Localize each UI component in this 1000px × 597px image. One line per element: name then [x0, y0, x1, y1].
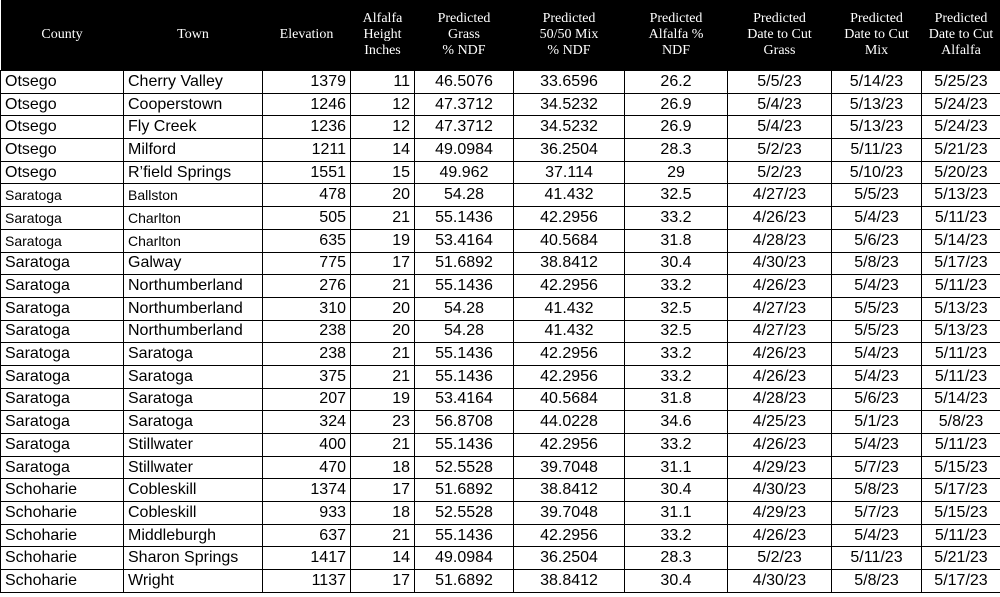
cell-alfalfa-height: 17 — [351, 479, 415, 502]
cell-county: Saratoga — [1, 456, 124, 479]
cell-date-grass: 4/26/23 — [728, 207, 832, 230]
cell-county: Saratoga — [1, 275, 124, 298]
cell-date-alfalfa: 5/13/23 — [922, 184, 1000, 207]
table-row — [1, 320, 1000, 343]
cell-alfalfa-ndf: 33.2 — [625, 365, 728, 388]
cell-elevation: 238 — [263, 343, 351, 366]
cell-date-mix: 5/8/23 — [832, 570, 922, 593]
cell-date-grass: 4/26/23 — [728, 365, 832, 388]
cell-town: Wright — [124, 570, 263, 593]
cell-mix-ndf: 40.5684 — [514, 229, 625, 252]
cell-date-grass: 4/30/23 — [728, 479, 832, 502]
cell-date-mix: 5/4/23 — [832, 207, 922, 230]
cell-alfalfa-ndf: 32.5 — [625, 297, 728, 320]
cell-elevation: 635 — [263, 229, 351, 252]
cell-alfalfa-ndf: 32.5 — [625, 320, 728, 343]
header-date-grass: Predicted Date to Cut Grass — [728, 0, 832, 71]
cell-date-grass: 5/5/23 — [728, 71, 832, 94]
cell-county: Otsego — [1, 139, 124, 162]
cell-alfalfa-height: 18 — [351, 456, 415, 479]
cell-town: Cooperstown — [124, 93, 263, 116]
table-row — [1, 479, 1000, 502]
cell-elevation: 324 — [263, 411, 351, 434]
cell-date-mix: 5/5/23 — [832, 297, 922, 320]
cell-county: Saratoga — [1, 388, 124, 411]
cell-county: Schoharie — [1, 502, 124, 525]
cell-date-grass: 4/27/23 — [728, 320, 832, 343]
cell-elevation: 1379 — [263, 71, 351, 94]
cell-grass-ndf: 52.5528 — [415, 456, 514, 479]
cell-elevation: 1137 — [263, 570, 351, 593]
cell-county: Schoharie — [1, 570, 124, 593]
cell-mix-ndf: 33.6596 — [514, 71, 625, 94]
cell-date-alfalfa: 5/21/23 — [922, 139, 1000, 162]
cell-date-mix: 5/4/23 — [832, 275, 922, 298]
cell-grass-ndf: 47.3712 — [415, 116, 514, 139]
table-body — [1, 71, 1000, 593]
cell-elevation: 1236 — [263, 116, 351, 139]
cell-date-mix: 5/4/23 — [832, 434, 922, 457]
table-row — [1, 116, 1000, 139]
cell-alfalfa-ndf: 26.2 — [625, 71, 728, 94]
table-row — [1, 71, 1000, 94]
cell-county: Saratoga — [1, 343, 124, 366]
cell-elevation: 276 — [263, 275, 351, 298]
table-row — [1, 207, 1000, 230]
cell-county: Saratoga — [1, 184, 124, 207]
table-row — [1, 93, 1000, 116]
cell-alfalfa-height: 21 — [351, 343, 415, 366]
cell-date-mix: 5/4/23 — [832, 524, 922, 547]
cell-mix-ndf: 37.114 — [514, 161, 625, 184]
cell-alfalfa-ndf: 29 — [625, 161, 728, 184]
table-row — [1, 275, 1000, 298]
cell-alfalfa-ndf: 32.5 — [625, 184, 728, 207]
header-elevation: Elevation — [263, 0, 351, 71]
cell-date-mix: 5/8/23 — [832, 252, 922, 275]
cell-date-mix: 5/7/23 — [832, 502, 922, 525]
table-row — [1, 547, 1000, 570]
header-row — [1, 0, 1000, 71]
cell-alfalfa-ndf: 33.2 — [625, 343, 728, 366]
cell-date-mix: 5/4/23 — [832, 365, 922, 388]
cell-grass-ndf: 52.5528 — [415, 502, 514, 525]
cell-elevation: 775 — [263, 252, 351, 275]
cell-grass-ndf: 54.28 — [415, 320, 514, 343]
cell-grass-ndf: 47.3712 — [415, 93, 514, 116]
cell-date-mix: 5/10/23 — [832, 161, 922, 184]
cell-alfalfa-ndf: 31.8 — [625, 229, 728, 252]
cell-date-alfalfa: 5/11/23 — [922, 524, 1000, 547]
cell-elevation: 470 — [263, 456, 351, 479]
cell-date-alfalfa: 5/17/23 — [922, 252, 1000, 275]
cell-elevation: 375 — [263, 365, 351, 388]
cell-alfalfa-height: 19 — [351, 229, 415, 252]
cell-date-grass: 4/28/23 — [728, 229, 832, 252]
cell-alfalfa-height: 20 — [351, 184, 415, 207]
cell-grass-ndf: 55.1436 — [415, 275, 514, 298]
cell-elevation: 505 — [263, 207, 351, 230]
cell-date-alfalfa: 5/11/23 — [922, 207, 1000, 230]
cell-elevation: 1374 — [263, 479, 351, 502]
cell-county: Saratoga — [1, 434, 124, 457]
cell-county: Saratoga — [1, 207, 124, 230]
cell-grass-ndf: 55.1436 — [415, 524, 514, 547]
cell-mix-ndf: 34.5232 — [514, 116, 625, 139]
cell-date-grass: 4/30/23 — [728, 570, 832, 593]
cell-alfalfa-height: 21 — [351, 365, 415, 388]
cell-elevation: 1211 — [263, 139, 351, 162]
cell-grass-ndf: 54.28 — [415, 297, 514, 320]
cell-town: Stillwater — [124, 456, 263, 479]
table-row — [1, 388, 1000, 411]
table-row — [1, 570, 1000, 593]
cell-date-alfalfa: 5/14/23 — [922, 388, 1000, 411]
cell-grass-ndf: 55.1436 — [415, 365, 514, 388]
table-row — [1, 456, 1000, 479]
cell-town: Fly Creek — [124, 116, 263, 139]
cell-alfalfa-height: 21 — [351, 524, 415, 547]
cell-alfalfa-ndf: 28.3 — [625, 139, 728, 162]
cell-alfalfa-height: 23 — [351, 411, 415, 434]
cell-alfalfa-height: 17 — [351, 252, 415, 275]
cell-alfalfa-height: 21 — [351, 275, 415, 298]
cell-alfalfa-ndf: 30.4 — [625, 252, 728, 275]
cell-date-mix: 5/6/23 — [832, 229, 922, 252]
cell-date-alfalfa: 5/25/23 — [922, 71, 1000, 94]
cell-alfalfa-height: 12 — [351, 116, 415, 139]
cell-date-grass: 5/2/23 — [728, 139, 832, 162]
cell-alfalfa-ndf: 33.2 — [625, 207, 728, 230]
cell-town: R’field Springs — [124, 161, 263, 184]
table-row — [1, 434, 1000, 457]
cell-town: Saratoga — [124, 343, 263, 366]
cell-elevation: 310 — [263, 297, 351, 320]
cell-date-alfalfa: 5/15/23 — [922, 456, 1000, 479]
cell-alfalfa-ndf: 31.1 — [625, 502, 728, 525]
cell-alfalfa-ndf: 30.4 — [625, 570, 728, 593]
cell-mix-ndf: 40.5684 — [514, 388, 625, 411]
cell-grass-ndf: 51.6892 — [415, 252, 514, 275]
header-alfalfa-height: Alfalfa Height Inches — [351, 0, 415, 71]
cell-county: Otsego — [1, 93, 124, 116]
cell-town: Saratoga — [124, 365, 263, 388]
cell-mix-ndf: 38.8412 — [514, 570, 625, 593]
table-row — [1, 184, 1000, 207]
cell-town: Sharon Springs — [124, 547, 263, 570]
cell-date-mix: 5/8/23 — [832, 479, 922, 502]
cell-date-mix: 5/14/23 — [832, 71, 922, 94]
cell-county: Saratoga — [1, 411, 124, 434]
table-row — [1, 139, 1000, 162]
cell-date-alfalfa: 5/13/23 — [922, 320, 1000, 343]
cell-grass-ndf: 53.4164 — [415, 388, 514, 411]
cell-town: Cobleskill — [124, 502, 263, 525]
cell-county: Schoharie — [1, 524, 124, 547]
cell-grass-ndf: 51.6892 — [415, 570, 514, 593]
cell-mix-ndf: 36.2504 — [514, 139, 625, 162]
cell-mix-ndf: 38.8412 — [514, 479, 625, 502]
table-row — [1, 252, 1000, 275]
header-date-mix: Predicted Date to Cut Mix — [832, 0, 922, 71]
cell-grass-ndf: 55.1436 — [415, 207, 514, 230]
cell-mix-ndf: 39.7048 — [514, 502, 625, 525]
cell-county: Saratoga — [1, 365, 124, 388]
header-mix-ndf: Predicted 50/50 Mix % NDF — [514, 0, 625, 71]
cell-date-mix: 5/13/23 — [832, 116, 922, 139]
cell-date-grass: 4/26/23 — [728, 343, 832, 366]
cell-grass-ndf: 51.6892 — [415, 479, 514, 502]
cell-date-alfalfa: 5/21/23 — [922, 547, 1000, 570]
cell-mix-ndf: 44.0228 — [514, 411, 625, 434]
cell-grass-ndf: 53.4164 — [415, 229, 514, 252]
cell-mix-ndf: 38.8412 — [514, 252, 625, 275]
cell-county: Otsego — [1, 71, 124, 94]
cell-town: Northumberland — [124, 275, 263, 298]
cell-mix-ndf: 42.2956 — [514, 207, 625, 230]
cell-elevation: 400 — [263, 434, 351, 457]
cell-mix-ndf: 41.432 — [514, 297, 625, 320]
cell-mix-ndf: 42.2956 — [514, 275, 625, 298]
table-row — [1, 502, 1000, 525]
cell-mix-ndf: 39.7048 — [514, 456, 625, 479]
cell-town: Stillwater — [124, 434, 263, 457]
header-alfalfa-ndf: Predicted Alfalfa % NDF — [625, 0, 728, 71]
cell-mix-ndf: 42.2956 — [514, 343, 625, 366]
cell-date-alfalfa: 5/17/23 — [922, 479, 1000, 502]
cell-alfalfa-ndf: 34.6 — [625, 411, 728, 434]
cell-elevation: 1551 — [263, 161, 351, 184]
cell-alfalfa-height: 21 — [351, 434, 415, 457]
cell-alfalfa-height: 20 — [351, 297, 415, 320]
table-header — [1, 0, 1000, 71]
cell-date-mix: 5/5/23 — [832, 184, 922, 207]
cell-alfalfa-height: 17 — [351, 570, 415, 593]
cell-date-mix: 5/7/23 — [832, 456, 922, 479]
cell-county: Saratoga — [1, 320, 124, 343]
cell-county: Saratoga — [1, 252, 124, 275]
cell-date-alfalfa: 5/8/23 — [922, 411, 1000, 434]
header-county: County — [1, 0, 124, 71]
cell-alfalfa-ndf: 31.1 — [625, 456, 728, 479]
cell-date-alfalfa: 5/14/23 — [922, 229, 1000, 252]
cell-alfalfa-ndf: 30.4 — [625, 479, 728, 502]
cell-date-grass: 4/29/23 — [728, 456, 832, 479]
cell-date-grass: 4/30/23 — [728, 252, 832, 275]
table-row — [1, 229, 1000, 252]
cell-mix-ndf: 42.2956 — [514, 434, 625, 457]
cell-alfalfa-height: 12 — [351, 93, 415, 116]
cell-county: Otsego — [1, 161, 124, 184]
table-row — [1, 297, 1000, 320]
cell-date-mix: 5/6/23 — [832, 388, 922, 411]
cell-town: Cobleskill — [124, 479, 263, 502]
cell-elevation: 1246 — [263, 93, 351, 116]
cell-date-grass: 4/29/23 — [728, 502, 832, 525]
cell-mix-ndf: 34.5232 — [514, 93, 625, 116]
cell-elevation: 933 — [263, 502, 351, 525]
cell-county: Otsego — [1, 116, 124, 139]
cell-mix-ndf: 41.432 — [514, 320, 625, 343]
cell-town: Saratoga — [124, 388, 263, 411]
cell-date-mix: 5/5/23 — [832, 320, 922, 343]
cell-date-mix: 5/1/23 — [832, 411, 922, 434]
header-grass-ndf: Predicted Grass % NDF — [415, 0, 514, 71]
cell-alfalfa-ndf: 33.2 — [625, 275, 728, 298]
cell-elevation: 207 — [263, 388, 351, 411]
cell-alfalfa-ndf: 26.9 — [625, 93, 728, 116]
cell-date-grass: 4/26/23 — [728, 434, 832, 457]
cell-date-grass: 4/26/23 — [728, 275, 832, 298]
table-row — [1, 365, 1000, 388]
cell-date-alfalfa: 5/15/23 — [922, 502, 1000, 525]
cell-alfalfa-height: 18 — [351, 502, 415, 525]
cell-date-alfalfa: 5/17/23 — [922, 570, 1000, 593]
cell-town: Northumberland — [124, 297, 263, 320]
header-town: Town — [124, 0, 263, 71]
cell-town: Middleburgh — [124, 524, 263, 547]
cell-date-grass: 5/2/23 — [728, 161, 832, 184]
cell-grass-ndf: 49.0984 — [415, 139, 514, 162]
cell-alfalfa-height: 14 — [351, 139, 415, 162]
cell-date-grass: 4/27/23 — [728, 184, 832, 207]
cell-date-grass: 4/28/23 — [728, 388, 832, 411]
cell-date-mix: 5/4/23 — [832, 343, 922, 366]
cell-grass-ndf: 49.962 — [415, 161, 514, 184]
table-row — [1, 411, 1000, 434]
table-row — [1, 524, 1000, 547]
cell-grass-ndf: 55.1436 — [415, 343, 514, 366]
cell-date-alfalfa: 5/24/23 — [922, 116, 1000, 139]
cell-town: Northumberland — [124, 320, 263, 343]
cell-date-alfalfa: 5/24/23 — [922, 93, 1000, 116]
cell-date-mix: 5/11/23 — [832, 547, 922, 570]
cell-county: Saratoga — [1, 297, 124, 320]
cell-town: Charlton — [124, 207, 263, 230]
table-row — [1, 161, 1000, 184]
cell-alfalfa-ndf: 26.9 — [625, 116, 728, 139]
cell-elevation: 238 — [263, 320, 351, 343]
cell-town: Ballston — [124, 184, 263, 207]
cell-date-alfalfa: 5/11/23 — [922, 275, 1000, 298]
cell-mix-ndf: 41.432 — [514, 184, 625, 207]
cell-date-alfalfa: 5/11/23 — [922, 343, 1000, 366]
cell-alfalfa-ndf: 28.3 — [625, 547, 728, 570]
cell-grass-ndf: 49.0984 — [415, 547, 514, 570]
cell-alfalfa-height: 14 — [351, 547, 415, 570]
cell-date-alfalfa: 5/13/23 — [922, 297, 1000, 320]
cell-date-grass: 4/27/23 — [728, 297, 832, 320]
cell-grass-ndf: 55.1436 — [415, 434, 514, 457]
cell-alfalfa-height: 20 — [351, 320, 415, 343]
cell-county: Saratoga — [1, 229, 124, 252]
cell-grass-ndf: 56.8708 — [415, 411, 514, 434]
cell-alfalfa-ndf: 33.2 — [625, 434, 728, 457]
cell-date-alfalfa: 5/11/23 — [922, 434, 1000, 457]
cell-town: Galway — [124, 252, 263, 275]
cell-date-alfalfa: 5/20/23 — [922, 161, 1000, 184]
cell-alfalfa-height: 21 — [351, 207, 415, 230]
cell-town: Cherry Valley — [124, 71, 263, 94]
cell-alfalfa-height: 15 — [351, 161, 415, 184]
cell-date-grass: 4/26/23 — [728, 524, 832, 547]
cell-town: Charlton — [124, 229, 263, 252]
cell-town: Milford — [124, 139, 263, 162]
cell-alfalfa-ndf: 31.8 — [625, 388, 728, 411]
header-date-alfalfa: Predicted Date to Cut Alfalfa — [922, 0, 1000, 71]
cell-town: Saratoga — [124, 411, 263, 434]
cell-date-grass: 4/25/23 — [728, 411, 832, 434]
cell-grass-ndf: 46.5076 — [415, 71, 514, 94]
cell-date-alfalfa: 5/11/23 — [922, 365, 1000, 388]
cell-elevation: 637 — [263, 524, 351, 547]
table-row — [1, 343, 1000, 366]
cell-grass-ndf: 54.28 — [415, 184, 514, 207]
cell-mix-ndf: 42.2956 — [514, 365, 625, 388]
cell-mix-ndf: 36.2504 — [514, 547, 625, 570]
cell-date-mix: 5/13/23 — [832, 93, 922, 116]
cell-date-mix: 5/11/23 — [832, 139, 922, 162]
cell-alfalfa-ndf: 33.2 — [625, 524, 728, 547]
cell-mix-ndf: 42.2956 — [514, 524, 625, 547]
cell-date-grass: 5/4/23 — [728, 93, 832, 116]
cell-alfalfa-height: 11 — [351, 71, 415, 94]
cell-county: Schoharie — [1, 479, 124, 502]
cell-alfalfa-height: 19 — [351, 388, 415, 411]
cell-date-grass: 5/4/23 — [728, 116, 832, 139]
cell-elevation: 478 — [263, 184, 351, 207]
cell-county: Schoharie — [1, 547, 124, 570]
cell-elevation: 1417 — [263, 547, 351, 570]
cell-date-grass: 5/2/23 — [728, 547, 832, 570]
